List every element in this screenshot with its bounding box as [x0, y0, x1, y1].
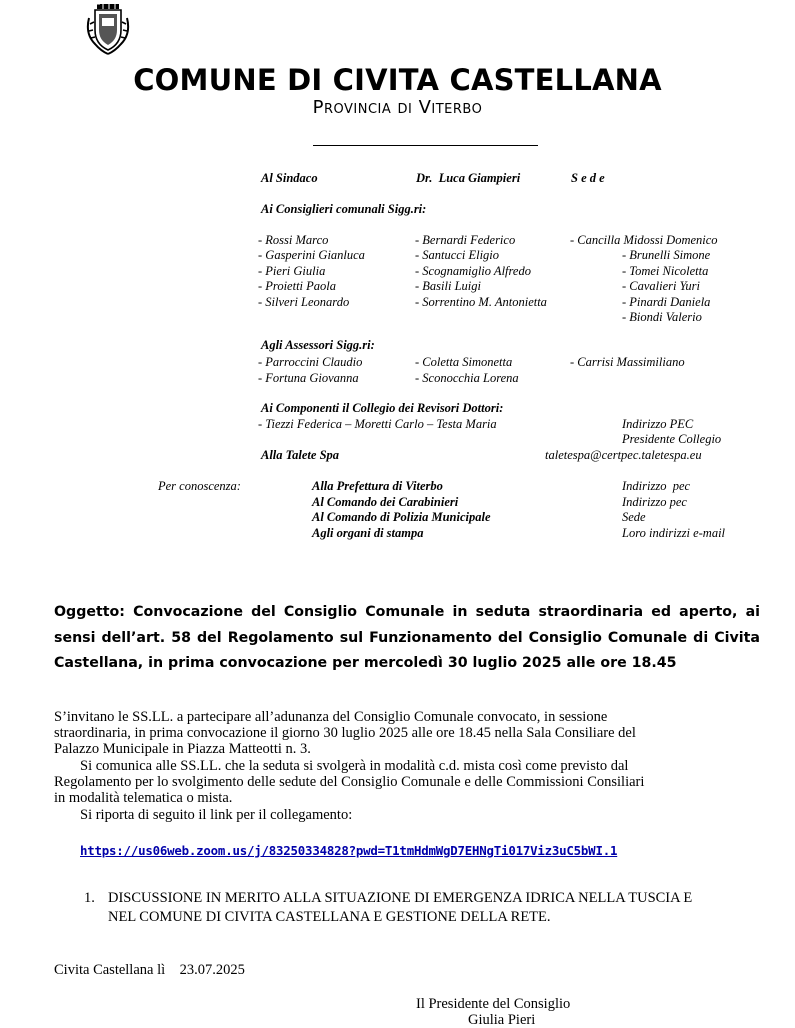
list-item: - Scognamiglio Alfredo: [415, 264, 531, 278]
consiglieri-label: Ai Consiglieri comunali Sigg.ri:: [261, 202, 427, 216]
sindaco-sede: S e d e: [571, 171, 605, 185]
place-date: Civita Castellana lì 23.07.2025: [54, 962, 245, 978]
list-item: - Bernardi Federico: [415, 233, 516, 247]
list-item: - Coletta Simonetta: [415, 355, 513, 369]
list-item: - Parroccini Claudio: [258, 355, 363, 369]
revisori-label: Ai Componenti il Collegio dei Revisori Dottori:: [261, 401, 504, 415]
list-item: - Brunelli Simone: [622, 248, 711, 262]
conoscenza-name: Al Comando dei Carabinieri: [312, 495, 459, 509]
list-item: - Biondi Valerio: [622, 310, 702, 324]
page-subtitle: Provincia di Viterbo: [312, 97, 483, 118]
title-divider: [313, 145, 538, 146]
list-item: - Proietti Paola: [258, 279, 336, 293]
agenda-item-number: 1.: [84, 890, 95, 906]
agenda-item-line-1: DISCUSSIONE IN MERITO ALLA SITUAZIONE DI EMERGENZA IDRICA NELLA TUSCIA E: [108, 890, 693, 906]
conoscenza-addr: Loro indirizzi e-mail: [622, 526, 726, 540]
revisori-pec: Indirizzo PEC: [622, 417, 694, 431]
list-item: - Sconocchia Lorena: [415, 371, 519, 385]
list-item: - Cavalieri Yuri: [622, 279, 701, 293]
list-item: - Carrisi Massimiliano: [570, 355, 685, 369]
conoscenza-addr: Indirizzo pec: [622, 495, 687, 509]
sindaco-name: Dr. Luca Giampieri: [416, 171, 521, 185]
list-item: - Basili Luigi: [415, 279, 481, 293]
talete-label: Alla Talete Spa: [261, 448, 340, 462]
page-title: COMUNE DI CIVITA CASTELLANA: [133, 63, 662, 97]
revisori-names: - Tiezzi Federica – Moretti Carlo – Testa Maria: [258, 417, 497, 431]
body-paragraph-1-line-1: S’invitano le SS.LL. a partecipare all’adunanza del Consiglio Comunale convocato, in sessione: [54, 709, 608, 725]
list-item: - Tomei Nicoletta: [622, 264, 709, 278]
body-paragraph-1-line-2: straordinaria, in prima convocazione il giorno 30 luglio 2025 alle ore 18.45 nella Sala Consiliare del: [54, 725, 636, 741]
body-paragraph-1-line-3: Palazzo Municipale in Piazza Matteotti n. 3.: [54, 741, 311, 757]
coat-of-arms-icon: [85, 4, 131, 56]
list-item: - Gasperini Gianluca: [258, 248, 365, 262]
body-paragraph-3: Si riporta di seguito il link per il collegamento:: [80, 807, 353, 823]
revisori-presidente: Presidente Collegio: [622, 432, 722, 446]
conoscenza-label: Per conoscenza:: [158, 479, 241, 493]
conoscenza-name: Agli organi di stampa: [312, 526, 424, 540]
subject: Oggetto: Convocazione del Consiglio Comunale in seduta straordinaria ed aperto, ai sensi dell’art. 58 del Regolamento sul Funzionamento del Consiglio Comunale di Civita Castellana, in prima convocazione per mercoledì 30 luglio 2025 alle ore 18.45: [54, 604, 760, 671]
list-item: - Cancilla Midossi Domenico: [570, 233, 718, 247]
agenda-item-line-2: NEL COMUNE DI CIVITA CASTELLANA E GESTIONE DELLA RETE.: [108, 909, 551, 925]
sindaco-label: Al Sindaco: [261, 171, 318, 185]
body-paragraph-2-line-1: Si comunica alle SS.LL. che la seduta si svolgerà in modalità c.d. mista così come previsto dal: [80, 758, 629, 774]
list-item: - Fortuna Giovanna: [258, 371, 359, 385]
conoscenza-name: Alla Prefettura di Viterbo: [312, 479, 443, 493]
assessori-label: Agli Assessori Sigg.ri:: [261, 338, 375, 352]
list-item: - Santucci Eligio: [415, 248, 500, 262]
conoscenza-name: Al Comando di Polizia Municipale: [312, 510, 491, 524]
list-item: - Pinardi Daniela: [622, 295, 711, 309]
list-item: - Sorrentino M. Antonietta: [415, 295, 547, 309]
body-paragraph-2-line-3: in modalità telematica o mista.: [54, 790, 233, 806]
conoscenza-addr: Indirizzo pec: [622, 479, 691, 493]
signer-role: Il Presidente del Consiglio: [416, 996, 571, 1012]
list-item: - Rossi Marco: [258, 233, 329, 247]
talete-email: taletespa@certpec.taletespa.eu: [545, 448, 702, 462]
body-paragraph-2-line-2: Regolamento per lo svolgimento delle sedute del Consiglio Comunale e delle Commissioni Consiliari: [54, 774, 645, 790]
list-item: - Pieri Giulia: [258, 264, 326, 278]
list-item: - Silveri Leonardo: [258, 295, 350, 309]
signer-name: Giulia Pieri: [468, 1012, 536, 1028]
zoom-meeting-link[interactable]: https://us06web.zoom.us/j/83250334828?pwd=T1tmHdmWgD7EHNgTi017Viz3uC5bWI.1: [80, 843, 618, 858]
conoscenza-addr: Sede: [622, 510, 646, 524]
